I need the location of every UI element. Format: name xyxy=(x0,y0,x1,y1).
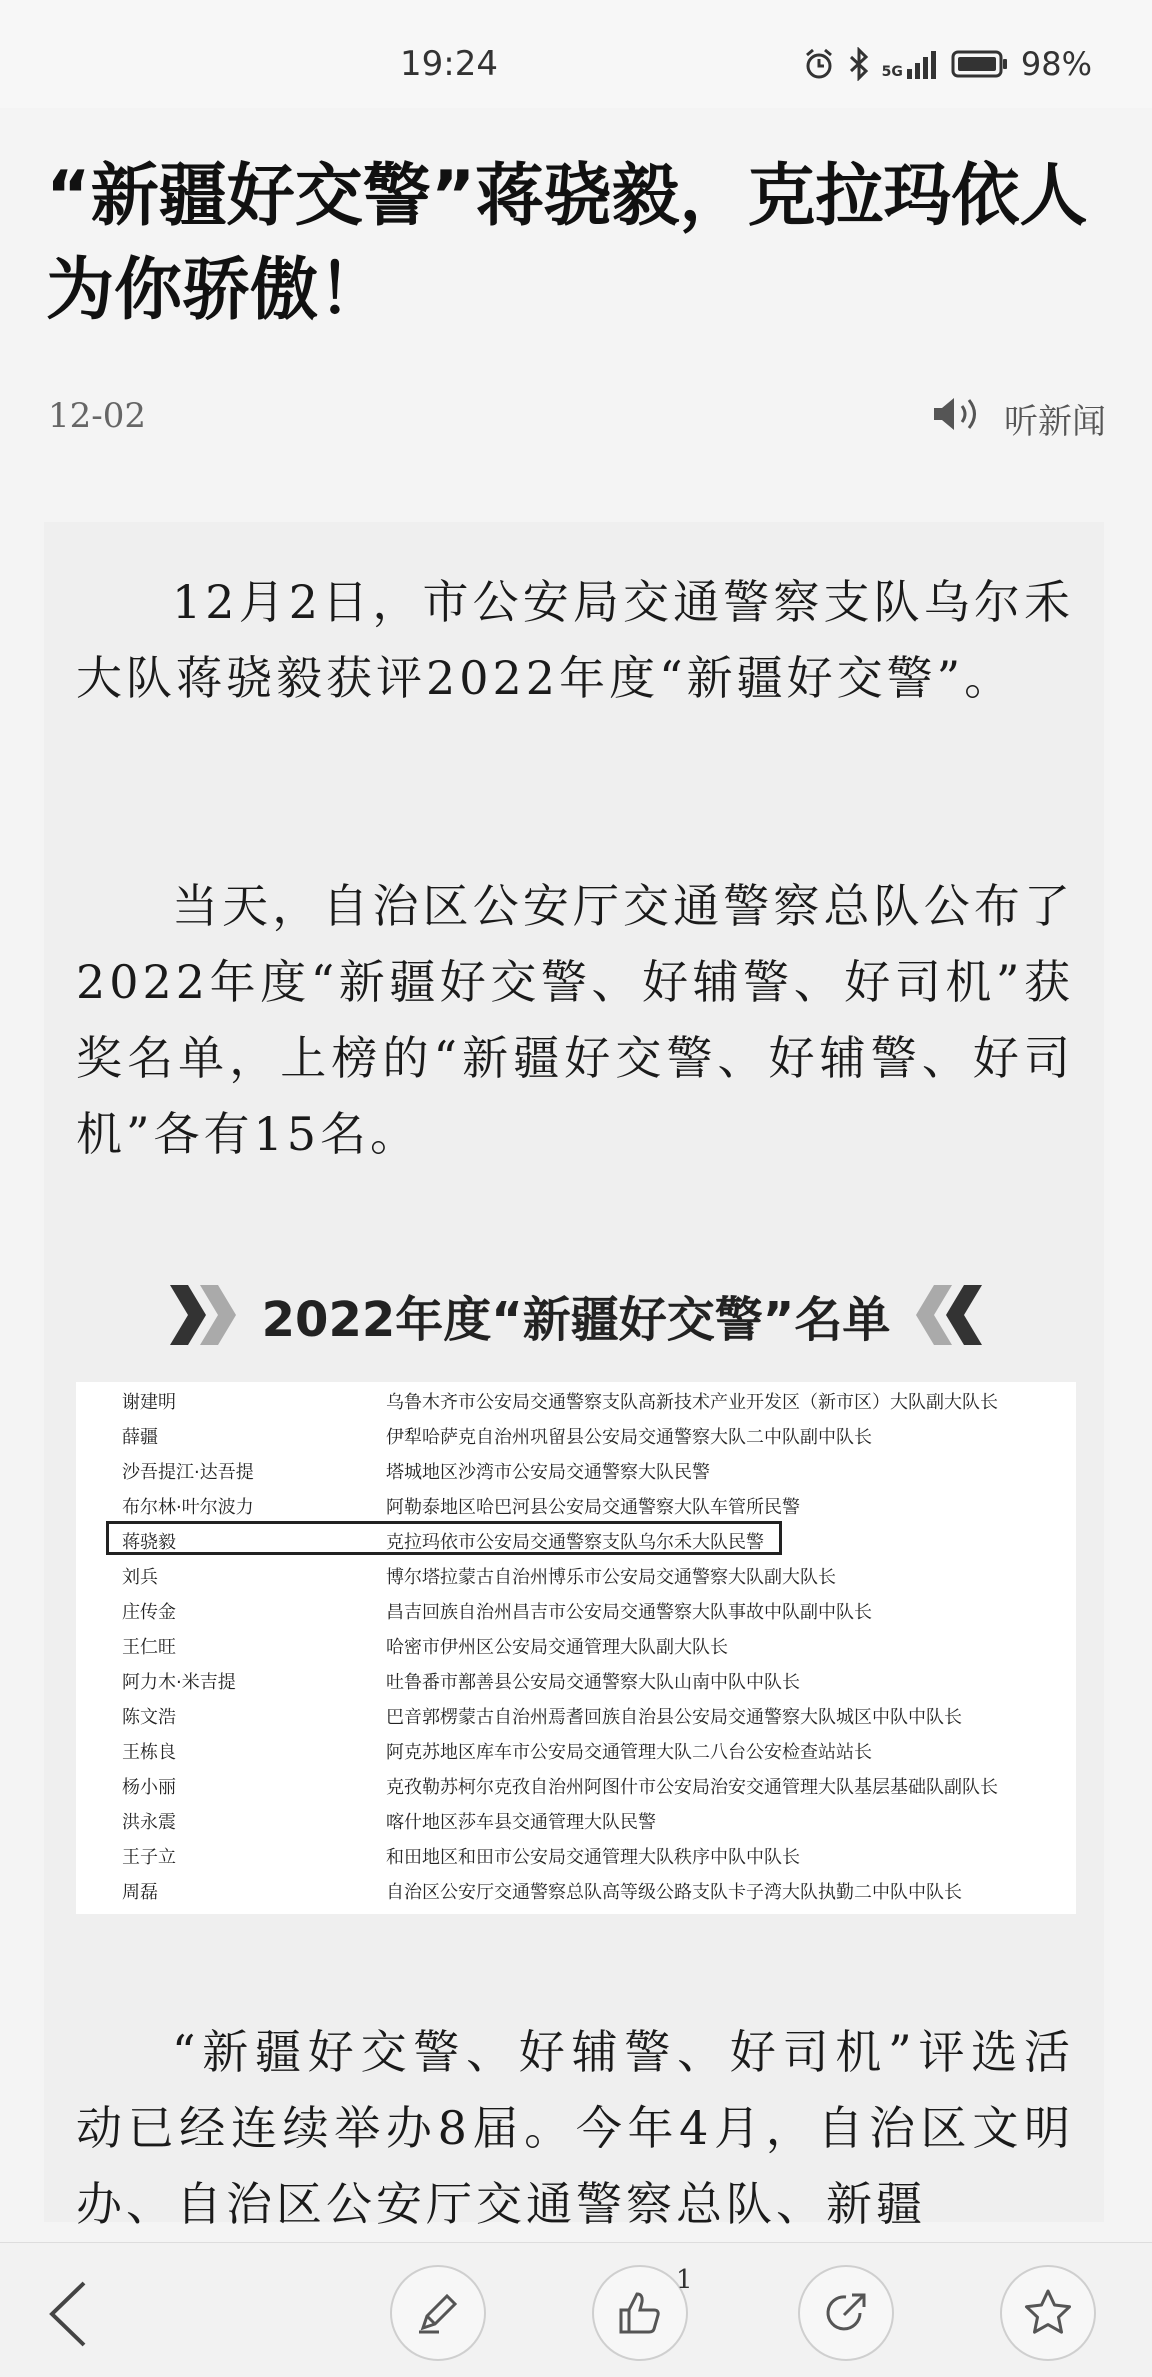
favorite-button[interactable] xyxy=(1000,2265,1096,2361)
table-row xyxy=(76,1662,1076,1697)
section-heading-text: 2022年度“新疆好交警”名单 xyxy=(261,1291,891,1348)
table-row xyxy=(76,1627,1076,1662)
row-position: 乌鲁木齐市公安局交通警察支队高新技术产业开发区（新市区）大队副大队长 xyxy=(386,1392,998,1413)
table-row xyxy=(76,1382,1076,1417)
row-name: 王子立 xyxy=(122,1847,176,1868)
table-row xyxy=(76,1767,1076,1802)
back-button[interactable] xyxy=(40,2279,100,2349)
row-name: 布尔林·叶尔波力 xyxy=(122,1497,254,1518)
listen-news-label: 听新闻 xyxy=(1004,402,1106,442)
alarm-icon xyxy=(802,47,836,81)
status-icons xyxy=(802,44,1092,84)
like-count: 1 xyxy=(676,2265,693,2295)
table-row xyxy=(76,1872,1076,1907)
row-position: 克孜勒苏柯尔克孜自治州阿图什市公安局治安交通管理大队基层基础队副队长 xyxy=(386,1777,998,1798)
row-name: 庄传金 xyxy=(122,1602,176,1623)
status-time: 19:24 xyxy=(400,44,498,84)
paragraph-3: “新疆好交警、好辅警、好司机”评选活动已经连续举办8届。今年4月，自治区文明办、自治区公安厅交通警察总队、新疆 xyxy=(76,2025,1074,2231)
star-icon xyxy=(1021,2286,1075,2340)
table-row xyxy=(76,1802,1076,1837)
share-button[interactable] xyxy=(798,2265,894,2361)
network-label: 5G xyxy=(881,64,903,80)
row-position: 博尔塔拉蒙古自治州博乐市公安局交通警察大队副大队长 xyxy=(386,1567,836,1588)
row-position: 喀什地区莎车县交通管理大队民警 xyxy=(386,1812,656,1833)
chevron-left-icon xyxy=(40,2279,100,2349)
table-row xyxy=(76,1452,1076,1487)
battery-icon xyxy=(951,49,1009,79)
row-name: 薛疆 xyxy=(122,1427,158,1448)
speaker-icon xyxy=(932,394,988,443)
paragraph-2: 当天，自治区公安厅交通警察总队公布了2022年度“新疆好交警、好辅警、好司机”获奖名单，上榜的“新疆好交警、好辅警、好司机”各有15名。 xyxy=(76,879,1074,1161)
table-row xyxy=(76,1732,1076,1767)
row-name: 阿力木·米吉提 xyxy=(122,1672,236,1693)
row-name: 杨小丽 xyxy=(122,1777,176,1798)
row-position: 巴音郭楞蒙古自治州焉耆回族自治县公安局交通警察大队城区中队中队长 xyxy=(386,1707,962,1728)
row-position: 阿勒泰地区哈巴河县公安局交通警察大队车管所民警 xyxy=(386,1497,800,1518)
double-chevron-right-icon xyxy=(168,1285,240,1345)
row-name: 洪永震 xyxy=(122,1812,176,1833)
table-row xyxy=(76,1837,1076,1872)
battery-percent: 98% xyxy=(1020,45,1092,83)
row-name: 王栋良 xyxy=(122,1742,176,1763)
row-position: 自治区公安厅交通警察总队高等级公路支队卡子湾大队执勤二中队中队长 xyxy=(386,1882,962,1903)
row-name: 陈文浩 xyxy=(122,1707,176,1728)
table-row xyxy=(76,1417,1076,1452)
thumbs-up-icon xyxy=(613,2286,667,2340)
pen-icon xyxy=(413,2288,463,2338)
section-heading xyxy=(0,1280,1152,1350)
table-row xyxy=(76,1522,1076,1557)
status-bar xyxy=(0,0,1152,108)
table-row xyxy=(76,1592,1076,1627)
row-name: 蒋骁毅 xyxy=(122,1532,176,1553)
row-name: 沙吾提江·达吾提 xyxy=(122,1462,254,1483)
listen-news-button[interactable] xyxy=(932,394,1106,443)
row-name: 王仁旺 xyxy=(122,1637,176,1658)
bluetooth-icon xyxy=(848,47,870,81)
row-name: 周磊 xyxy=(122,1882,158,1903)
bottom-toolbar xyxy=(0,2242,1152,2377)
article-date: 12-02 xyxy=(48,396,147,436)
row-name: 刘兵 xyxy=(122,1567,158,1588)
table-row xyxy=(76,1487,1076,1522)
table-row xyxy=(76,1697,1076,1732)
row-position: 克拉玛依市公安局交通警察支队乌尔禾大队民警 xyxy=(386,1532,764,1553)
like-button[interactable] xyxy=(592,2265,688,2361)
row-position: 和田地区和田市公安局交通管理大队秩序中队中队长 xyxy=(386,1847,800,1868)
row-name: 谢建明 xyxy=(122,1392,176,1413)
table-row xyxy=(76,1557,1076,1592)
row-position: 伊犁哈萨克自治州巩留县公安局交通警察大队二中队副中队长 xyxy=(386,1427,872,1448)
comment-button[interactable] xyxy=(390,2265,486,2361)
article-title: “新疆好交警”蒋骁毅，克拉玛依人为你骄傲！ xyxy=(46,157,1088,330)
paragraph-1: 12月2日，市公安局交通警察支队乌尔禾大队蒋骁毅获评2022年度“新疆好交警”。 xyxy=(76,575,1074,705)
row-position: 昌吉回族自治州昌吉市公安局交通警察大队事故中队副中队长 xyxy=(386,1602,872,1623)
row-position: 哈密市伊州区公安局交通管理大队副大队长 xyxy=(386,1637,728,1658)
award-list-table xyxy=(76,1382,1076,1914)
article-body xyxy=(44,522,1104,2222)
signal-icon xyxy=(882,49,939,79)
double-chevron-left-icon xyxy=(912,1285,984,1345)
share-icon xyxy=(820,2287,872,2339)
row-position: 阿克苏地区库车市公安局交通管理大队二八台公安检查站站长 xyxy=(386,1742,872,1763)
row-position: 吐鲁番市鄯善县公安局交通警察大队山南中队中队长 xyxy=(386,1672,800,1693)
row-position: 塔城地区沙湾市公安局交通警察大队民警 xyxy=(386,1462,710,1483)
